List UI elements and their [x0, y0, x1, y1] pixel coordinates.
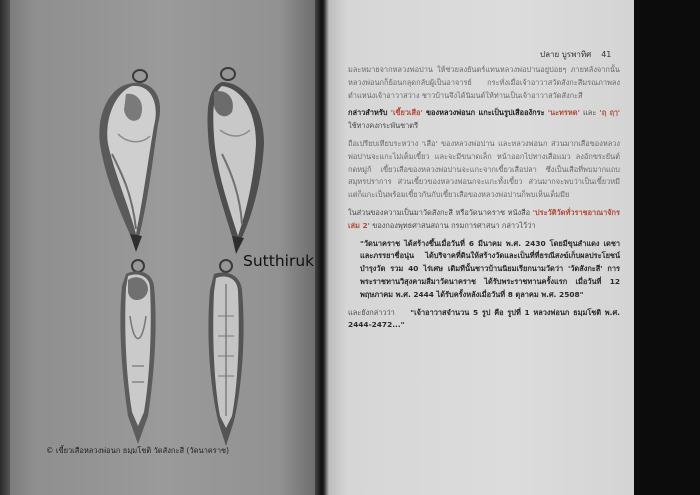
paragraph: [348, 207, 620, 233]
paragraph: [348, 307, 620, 333]
header-title: ปลาย บูรพาทิศ: [540, 50, 592, 59]
highlight-term: 'นะทรหด': [547, 108, 580, 118]
text-span: ในส่วนของความเป็นมาวัดสังกะสี หรือวัดนาคราช หนังสือ: [348, 207, 531, 217]
amulet-tiger-fang-side-2-icon: [192, 64, 277, 254]
text-span: และยังกล่าวว่า: [348, 307, 395, 317]
amulet-tiger-fang-back-icon: [196, 256, 256, 446]
watermark: Sutthiruk: [243, 252, 315, 270]
highlight-term: 'ฤ ฤๅ': [599, 108, 620, 118]
text-span: ของกองพุทธศาสนสถาน กรมการศาสนา กล่าวไว้ว่า: [372, 220, 536, 230]
amulet-tiger-fang-front-icon: [108, 256, 168, 446]
text-span: ใช้ทางคงกระพันชาตรี: [348, 121, 419, 131]
text-span: กล่าวสำหรับ: [348, 108, 388, 118]
book-gutter: [315, 0, 329, 495]
text-span: และ: [583, 108, 597, 118]
quote-block: "วัดนาคราช ได้สร้างขึ้นเมื่อวันที่ 6 มีนาคม พ.ศ. 2430 โดยมีขุนสำแดง เดชา และภรรยาชื่อนุ่น ได้บริจาคที่ดินให้สร้างวัดและเป็นที่ที่ธรณีสงฆ์เก็บผลประโยชน์บำรุงวัด รวม 40 ไร่เศษ เดิมทีนั้นชาวบ้านนิยมเรียกนามวัดว่า 'วัดสังกะสี' การพระราชทานวิสุงคามสีมาวัดนาคราช ได้รับพระราชทานครั้งแรก เมื่อวันที่ 12 พฤษภาคม พ.ศ. 2444 ได้รับครั้งหลังเมื่อวันที่ 8 ตุลาคม พ.ศ. 2508": [360, 238, 620, 299]
figure-caption: © เขี้ยวเสือหลวงพ่อนก ธมฺมโชติ วัดสังกะสี (วัดนาคราช): [46, 446, 230, 455]
right-page-edge: [634, 0, 700, 495]
page-number: 41: [601, 50, 612, 59]
highlight-term: 'เขี้ยวเสือ': [390, 108, 423, 118]
paragraph-heading: [348, 107, 620, 133]
quote-inline: "เจ้าอาวาสจำนวน 5 รูป คือ รูปที่ 1 หลวงพ่อนก ธมฺมโชติ พ.ศ. 2444-2472...": [348, 307, 620, 330]
right-page-body: [348, 64, 620, 337]
amulet-tiger-fang-side-icon: [88, 64, 173, 254]
text-span: ของหลวงพ่อนก แกะเป็นรูปเสือองักระ: [425, 108, 545, 118]
running-header: [540, 48, 611, 61]
paragraph: ถือเปรียบเทียบระหว่าง 'เสือ' ของหลวงพ่อปาน และหลวงพ่อนก ส่วนมากเสือของหลวงพ่อปานจะแกะไม่เต็มเขี้ยว และจะมีขนาดเล็ก หน้าออกไปทางเสือแมว ลงอักขระยันต์กดหมู่ก้ เขี้ยวเสือของหลวงพ่อปานจะแกะจากเขี้ยวเสือปลา ซึ่งเป็นเสือที่พบมากแถบสมุทรปราการ ส่วนเขี้ยวของหลวงพ่อนกจะแกะทั้งเขี้ยว ส่วนมากจะพบว่าเป็นเขี้ยวหมี แต่ก็แกะเป็นพร้อมเขี้ยวกันกับเขี้ยวเสือของหลวงพ่อปานก็พบเห็นเต็มมีย: [348, 138, 620, 200]
highlight-term: 'ประวัติวัดทั่วราชอาณาจักร เล่ม 2': [348, 207, 620, 230]
paragraph: มละหมายจากหลวงพ่อปาน ให้ช่วยลงยันตร์แทนหลวงพ่อปานอยู่บ่อยๆ ภายหลังจากนั้นหลวงพ่อนกก็ย้อนกลุดกลับผู้เป็นอาจารย์ กระทั่งเมื่อเจ้าอาวาสวัดสังกะสีมรณภาพลง ตำแหน่งเจ้าอาวาสว่าง ชาวบ้านจึงได้นิมนต์ให้ท่านเป็นเจ้าอาวาสวัดสังกะสี: [348, 65, 620, 100]
left-page-edge: [0, 0, 10, 495]
